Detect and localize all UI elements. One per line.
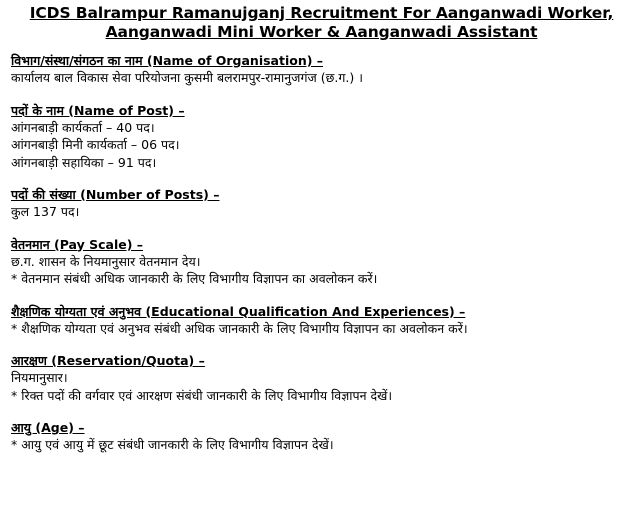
- section-heading: शैक्षणिक योग्यता एवं अनुभव (Educational Qualification And Experiences) –: [11, 303, 466, 319]
- page-title: ICDS Balrampur Ramanujganj Recruitment For Aanganwadi Worker, Aanganwadi Mini Worker & Aanganwadi Assistant: [29, 4, 614, 41]
- section-heading: पदों के नाम (Name of Post) –: [11, 102, 185, 118]
- section-line: कार्यालय बाल विकास सेवा परियोजना कुसमी बलरामपुर-रामानुजगंज (छ.ग.) ।: [11, 70, 363, 85]
- section-line: * वेतनमान संबंधी अधिक जानकारी के लिए विभागीय विज्ञापन का अवलोकन करें।: [11, 271, 378, 286]
- section-age: [11, 419, 632, 454]
- section-line: आंगनबाड़ी कार्यकर्ता – 40 पद।: [11, 119, 155, 135]
- section-line: कुल 137 पद।: [11, 204, 80, 219]
- section-line: * आयु एवं आयु में छूट संबंधी जानकारी के लिए विभागीय विज्ञापन देखें।: [11, 437, 334, 452]
- section-organisation: [11, 52, 632, 87]
- section-reservation: [11, 352, 632, 404]
- section-line: आंगनबाड़ी मिनी कार्यकर्ता – 06 पद।: [11, 137, 180, 152]
- section-line: आंगनबाड़ी सहायिका – 91 पद।: [11, 154, 157, 170]
- section-heading: विभाग/संस्था/संगठन का नाम (Name of Organisation) –: [11, 53, 324, 68]
- section-line: छ.ग. शासन के नियमानुसार वेतनमान देय।: [11, 253, 201, 269]
- section-heading: आरक्षण (Reservation/Quota) –: [11, 353, 205, 368]
- section-line: * शैक्षणिक योग्यता एवं अनुभव संबंधी अधिक जानकारी के लिए विभागीय विज्ञापन का अवलोकन करें।: [11, 320, 468, 336]
- section-heading: आयु (Age) –: [11, 420, 85, 435]
- section-line: * रिक्त पदों की वर्गवार एवं आरक्षण संबंधी जानकारी के लिए विभागीय विज्ञापन देखें।: [11, 387, 393, 403]
- section-line: नियमानुसार।: [11, 370, 68, 385]
- section-number-of-posts: [11, 186, 632, 221]
- section-pay-scale: [11, 236, 632, 288]
- section-qualification: [11, 303, 632, 338]
- section-post-names: [11, 102, 632, 172]
- section-heading: पदों की संख्या (Number of Posts) –: [11, 187, 220, 202]
- section-heading: वेतनमान (Pay Scale) –: [11, 236, 144, 252]
